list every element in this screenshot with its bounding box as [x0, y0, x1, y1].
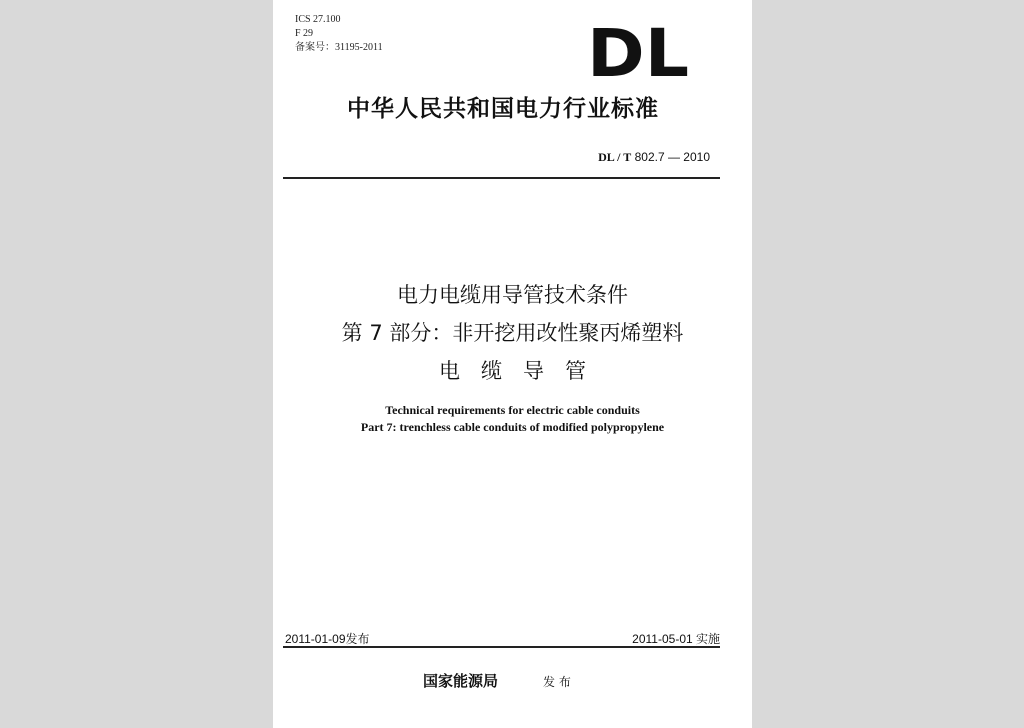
industry-standard-title: 中华人民共和国电力行业标准 [347, 95, 659, 122]
ics-code: ICS 27.100 [295, 14, 341, 25]
record-number: 备案号：31195-2011 [295, 42, 383, 53]
dl-logo-text: DL [587, 20, 689, 80]
dl-logo [587, 20, 689, 80]
publish-label: 发 布 [543, 675, 571, 689]
header-divider [283, 177, 720, 179]
standard-cover-page [273, 0, 752, 728]
publisher-name: 国家能源局 [423, 672, 499, 690]
title-en-line-2: Part 7: trenchless cable conduits of modified polypropylene [360, 420, 665, 434]
standard-number-value: 802.7 — 2010 [634, 150, 710, 164]
footer-divider [283, 646, 720, 648]
title-cn-line-1: 电力电缆用导管技术条件 [397, 283, 628, 307]
implementation-date: 2011-05-01 实施 [632, 632, 720, 646]
standard-number [573, 150, 710, 165]
title-cn-line-2: 第 7 部分：非开挖用改性聚丙烯塑料 [341, 321, 684, 345]
title-en-line-1: Technical requirements for electric cable conduits [385, 403, 640, 417]
issue-date: 2011-01-09发布 [285, 632, 370, 646]
standard-number-prefix: DL / T [598, 150, 632, 164]
title-cn-line-3: 电 缆 导 管 [439, 359, 586, 383]
classification-code: F 29 [295, 28, 314, 39]
